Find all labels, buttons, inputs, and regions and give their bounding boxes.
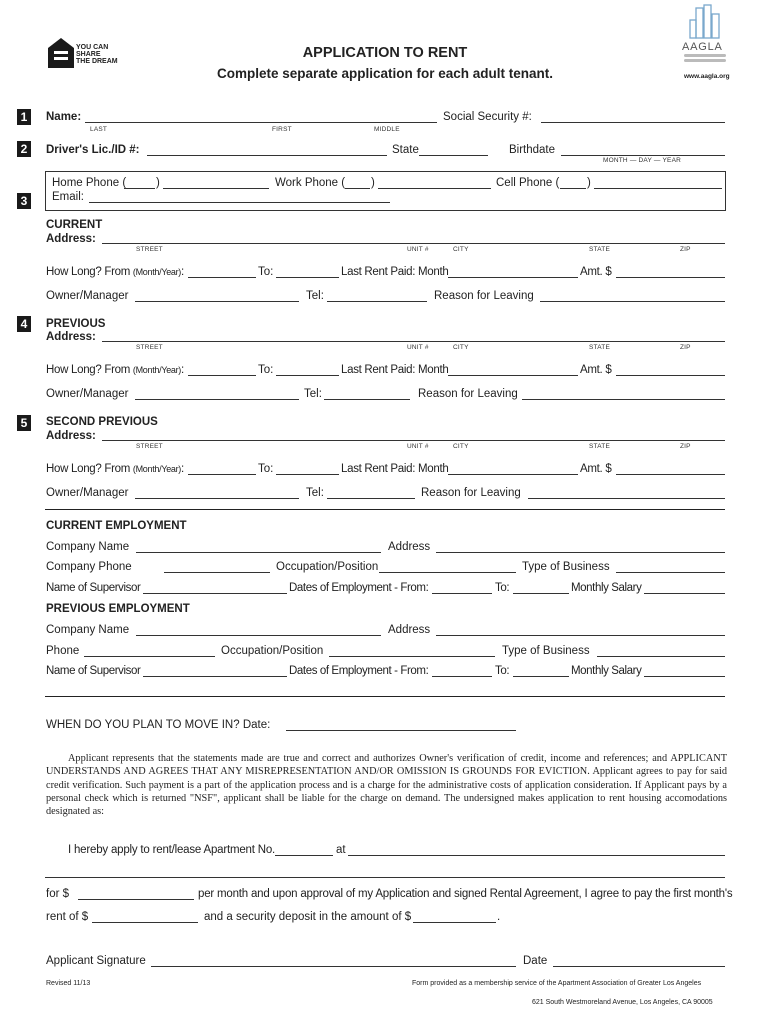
reason-label: Reason for Leaving bbox=[421, 487, 521, 499]
section-divider bbox=[45, 696, 725, 697]
deposit-text: and a security deposit in the amount of $ bbox=[204, 911, 412, 923]
current-address-field[interactable] bbox=[102, 243, 725, 244]
second-previous-owner-field[interactable] bbox=[135, 498, 299, 499]
previous-tel-field[interactable] bbox=[324, 399, 410, 400]
how-long-label bbox=[46, 265, 184, 279]
signature-label: Applicant Signature bbox=[46, 955, 146, 967]
per-month-text: per month and upon approval of my Application and signed Rental Agreement, I agree to pay the first month's bbox=[198, 888, 733, 900]
last-rent-label: Last Rent Paid: Month bbox=[341, 463, 449, 475]
second-previous-tel-field[interactable] bbox=[327, 498, 415, 499]
month-year-text: (Month/Year) bbox=[132, 464, 181, 474]
previous-last-rent-field[interactable] bbox=[448, 375, 578, 376]
colon-text: : bbox=[181, 463, 184, 475]
birthdate-field[interactable] bbox=[561, 155, 725, 156]
how-long-label bbox=[46, 462, 184, 476]
colon-text: : bbox=[181, 364, 184, 376]
home-phone-close: ) bbox=[156, 177, 160, 189]
apply-text: I hereby apply to rent/lease Apartment No. bbox=[68, 844, 276, 856]
to-label: To: bbox=[495, 665, 510, 677]
mdy-sublabel: MONTH — DAY — YEAR bbox=[603, 157, 682, 164]
section-number-2: 2 bbox=[17, 141, 31, 157]
colon-text: : bbox=[181, 266, 184, 278]
current-company-address-field[interactable] bbox=[436, 552, 725, 553]
street-sublabel: STREET bbox=[136, 246, 163, 253]
previous-company-name-field[interactable] bbox=[136, 635, 381, 636]
city-sublabel: CITY bbox=[453, 246, 469, 253]
middle-sublabel: MIDDLE bbox=[374, 126, 400, 133]
previous-address-label: Address: bbox=[46, 331, 96, 343]
ssn-field[interactable] bbox=[541, 122, 725, 123]
current-to-field[interactable] bbox=[276, 277, 339, 278]
cell-phone-label: Cell Phone ( bbox=[496, 177, 560, 189]
how-long-text: How Long? From bbox=[46, 364, 133, 376]
second-previous-address-label: Address: bbox=[46, 430, 96, 442]
security-deposit-field[interactable] bbox=[413, 922, 496, 923]
to-label: To: bbox=[258, 364, 274, 376]
previous-title: PREVIOUS bbox=[46, 318, 106, 330]
contact-box bbox=[45, 171, 726, 211]
cell-phone-area-field[interactable] bbox=[560, 188, 586, 189]
last-rent-label: Last Rent Paid: Month bbox=[341, 266, 449, 278]
state-sublabel: STATE bbox=[589, 344, 610, 351]
current-amt-field[interactable] bbox=[616, 277, 725, 278]
address-label: Address bbox=[388, 541, 431, 553]
how-long-text: How Long? From bbox=[46, 266, 133, 278]
move-in-label: WHEN DO YOU PLAN TO MOVE IN? Date: bbox=[46, 719, 271, 731]
to-label: To: bbox=[258, 266, 274, 278]
aagla-wordmark: AAGLA bbox=[682, 41, 723, 53]
zip-sublabel: ZIP bbox=[680, 246, 691, 253]
previous-supervisor-field[interactable] bbox=[143, 676, 287, 677]
last-sublabel: LAST bbox=[90, 126, 108, 133]
second-previous-title: SECOND PREVIOUS bbox=[46, 416, 158, 428]
logo-left-line-1: YOU CAN bbox=[76, 44, 109, 51]
city-sublabel: CITY bbox=[453, 443, 469, 450]
owner-label: Owner/Manager bbox=[46, 487, 129, 499]
previous-employment-title: PREVIOUS EMPLOYMENT bbox=[46, 603, 190, 615]
current-dates-from-field[interactable] bbox=[432, 593, 492, 594]
tel-label: Tel: bbox=[306, 487, 324, 499]
current-from-field[interactable] bbox=[188, 277, 256, 278]
salary-label: Monthly Salary bbox=[571, 582, 642, 594]
first-month-rent-field[interactable] bbox=[92, 922, 198, 923]
home-phone-area-field[interactable] bbox=[124, 188, 155, 189]
monthly-rent-field[interactable] bbox=[78, 899, 194, 900]
apartment-location-field-line-2[interactable] bbox=[45, 877, 725, 878]
footer-address: 621 South Westmoreland Avenue, Los Angeles, CA 90005 bbox=[532, 999, 713, 1006]
amt-label: Amt. $ bbox=[580, 266, 612, 278]
section-divider bbox=[45, 509, 725, 510]
how-long-text: How Long? From bbox=[46, 463, 133, 475]
skyline-icon bbox=[688, 4, 722, 40]
section-number-5: 5 bbox=[17, 415, 31, 431]
birthdate-label: Birthdate bbox=[509, 144, 556, 156]
reason-label: Reason for Leaving bbox=[418, 388, 518, 400]
previous-type-business-field[interactable] bbox=[597, 656, 725, 657]
to-label: To: bbox=[495, 582, 510, 594]
previous-from-field[interactable] bbox=[188, 375, 256, 376]
tel-label: Tel: bbox=[304, 388, 322, 400]
owner-label: Owner/Manager bbox=[46, 290, 129, 302]
second-previous-from-field[interactable] bbox=[188, 474, 256, 475]
to-label: To: bbox=[258, 463, 274, 475]
street-sublabel: STREET bbox=[136, 344, 163, 351]
date-label: Date bbox=[523, 955, 548, 967]
website-url: www.aagla.org bbox=[684, 73, 730, 80]
name-label: Name: bbox=[46, 111, 82, 123]
signature-date-field[interactable] bbox=[553, 966, 725, 967]
owner-label: Owner/Manager bbox=[46, 388, 129, 400]
revised-text: Revised 11/13 bbox=[46, 980, 91, 987]
occupation-label: Occupation/Position bbox=[221, 645, 324, 657]
current-tel-field[interactable] bbox=[327, 301, 427, 302]
signature-field[interactable] bbox=[151, 966, 516, 967]
previous-address-field[interactable] bbox=[102, 341, 725, 342]
second-previous-to-field[interactable] bbox=[276, 474, 339, 475]
previous-salary-field[interactable] bbox=[644, 676, 725, 677]
previous-amt-field[interactable] bbox=[616, 375, 725, 376]
section-number-3: 3 bbox=[17, 193, 31, 209]
cell-phone-field[interactable] bbox=[594, 188, 722, 189]
current-address-label: Address: bbox=[46, 233, 96, 245]
current-salary-field[interactable] bbox=[644, 593, 725, 594]
apartment-number-field[interactable] bbox=[275, 855, 333, 856]
type-business-label: Type of Business bbox=[522, 561, 610, 573]
second-previous-last-rent-field[interactable] bbox=[448, 474, 578, 475]
aagla-logo bbox=[680, 4, 730, 70]
drivers-license-field[interactable] bbox=[147, 155, 387, 156]
previous-occupation-field[interactable] bbox=[329, 656, 495, 657]
cell-phone-close: ) bbox=[587, 177, 591, 189]
provided-text: Form provided as a membership service of the Apartment Association of Greater Los Angeles bbox=[412, 980, 702, 987]
month-year-text: (Month/Year) bbox=[132, 365, 181, 375]
previous-company-address-field[interactable] bbox=[436, 635, 725, 636]
month-year-text: (Month/Year) bbox=[132, 267, 181, 277]
city-sublabel: CITY bbox=[453, 344, 469, 351]
zip-sublabel: ZIP bbox=[680, 443, 691, 450]
first-sublabel: FIRST bbox=[272, 126, 292, 133]
move-in-date-field[interactable] bbox=[286, 730, 516, 731]
rent-of-label: rent of $ bbox=[46, 911, 89, 923]
previous-dates-from-field[interactable] bbox=[432, 676, 492, 677]
logo-left-line-2: SHARE bbox=[76, 51, 101, 58]
for-dollar-label: for $ bbox=[46, 888, 70, 900]
current-company-phone-field[interactable] bbox=[164, 572, 270, 573]
company-name-label: Company Name bbox=[46, 541, 130, 553]
phone-label: Phone bbox=[46, 645, 80, 657]
supervisor-label: Name of Supervisor bbox=[46, 665, 141, 677]
current-supervisor-field[interactable] bbox=[143, 593, 287, 594]
previous-dates-to-field[interactable] bbox=[513, 676, 569, 677]
second-previous-amt-field[interactable] bbox=[616, 474, 725, 475]
second-previous-reason-field[interactable] bbox=[528, 498, 725, 499]
current-company-name-field[interactable] bbox=[136, 552, 381, 553]
home-phone-field[interactable] bbox=[163, 188, 269, 189]
work-phone-label: Work Phone ( bbox=[275, 177, 346, 189]
work-phone-field[interactable] bbox=[378, 188, 491, 189]
state-sublabel: STATE bbox=[589, 443, 610, 450]
current-type-business-field[interactable] bbox=[616, 572, 725, 573]
street-sublabel: STREET bbox=[136, 443, 163, 450]
apartment-location-field[interactable] bbox=[348, 855, 725, 856]
email-field[interactable] bbox=[89, 202, 390, 203]
current-last-rent-field[interactable] bbox=[448, 277, 578, 278]
dates-employment-label: Dates of Employment - From: bbox=[289, 665, 429, 677]
section-number-4: 4 bbox=[17, 316, 31, 332]
zip-sublabel: ZIP bbox=[680, 344, 691, 351]
amt-label: Amt. $ bbox=[580, 364, 612, 376]
at-text: at bbox=[336, 844, 346, 856]
dates-employment-label: Dates of Employment - From: bbox=[289, 582, 429, 594]
current-dates-to-field[interactable] bbox=[513, 593, 569, 594]
aagla-tagline-blurred bbox=[684, 59, 726, 62]
current-reason-field[interactable] bbox=[540, 301, 725, 302]
email-label: Email: bbox=[52, 191, 84, 203]
drivers-license-label: Driver's Lic./ID #: bbox=[46, 144, 140, 156]
previous-reason-field[interactable] bbox=[522, 399, 725, 400]
state-sublabel: STATE bbox=[589, 246, 610, 253]
current-occupation-field[interactable] bbox=[379, 572, 516, 573]
previous-owner-field[interactable] bbox=[135, 399, 299, 400]
state-label: State bbox=[392, 144, 419, 156]
section-number-1: 1 bbox=[17, 109, 31, 125]
last-rent-label: Last Rent Paid: Month bbox=[341, 364, 449, 376]
company-name-label: Company Name bbox=[46, 624, 130, 636]
current-owner-field[interactable] bbox=[135, 301, 299, 302]
logo-left-line-3: THE DREAM bbox=[76, 58, 118, 65]
page-title: APPLICATION TO RENT bbox=[302, 45, 468, 61]
ssn-label: Social Security #: bbox=[443, 111, 532, 123]
agreement-paragraph: Applicant represents that the statements made are true and correct and authorizes Owner's verification of credit, income and references; and APPLICANT UNDERSTANDS AND AGREES THAT ANY MISREPRESENTATION AND/OR OMISSION IS GROUNDS FOR EVICTION. Applicant agrees to pay for said credit verification. Such payment is a part of the application process and is a charge for the administrative costs of application consideration. If Applicant pays by a personal check which is returned "NSF", applicant shall be liable for the charge on demand. The undersigned makes application to rent housing accomodations designated as: bbox=[46, 753, 727, 818]
occupation-label: Occupation/Position bbox=[276, 561, 379, 573]
name-field[interactable] bbox=[85, 122, 437, 123]
unit-sublabel: UNIT # bbox=[407, 246, 429, 253]
unit-sublabel: UNIT # bbox=[407, 443, 429, 450]
current-employment-title: CURRENT EMPLOYMENT bbox=[46, 520, 187, 532]
tel-label: Tel: bbox=[306, 290, 324, 302]
type-business-label: Type of Business bbox=[502, 645, 590, 657]
work-phone-close: ) bbox=[371, 177, 375, 189]
address-label: Address bbox=[388, 624, 431, 636]
aagla-tagline-blurred bbox=[684, 54, 726, 57]
company-phone-label: Company Phone bbox=[46, 561, 132, 573]
salary-label: Monthly Salary bbox=[571, 665, 642, 677]
amt-label: Amt. $ bbox=[580, 463, 612, 475]
state-field[interactable] bbox=[419, 155, 488, 156]
reason-label: Reason for Leaving bbox=[434, 290, 534, 302]
supervisor-label: Name of Supervisor bbox=[46, 582, 141, 594]
home-phone-label: Home Phone ( bbox=[52, 177, 127, 189]
page-subtitle: Complete separate application for each adult tenant. bbox=[216, 66, 554, 81]
unit-sublabel: UNIT # bbox=[407, 344, 429, 351]
work-phone-area-field[interactable] bbox=[345, 188, 370, 189]
previous-to-field[interactable] bbox=[276, 375, 339, 376]
current-title: CURRENT bbox=[46, 219, 103, 231]
how-long-label bbox=[46, 363, 184, 377]
period-text: . bbox=[497, 911, 501, 923]
previous-phone-field[interactable] bbox=[84, 656, 215, 657]
second-previous-address-field[interactable] bbox=[102, 440, 725, 441]
